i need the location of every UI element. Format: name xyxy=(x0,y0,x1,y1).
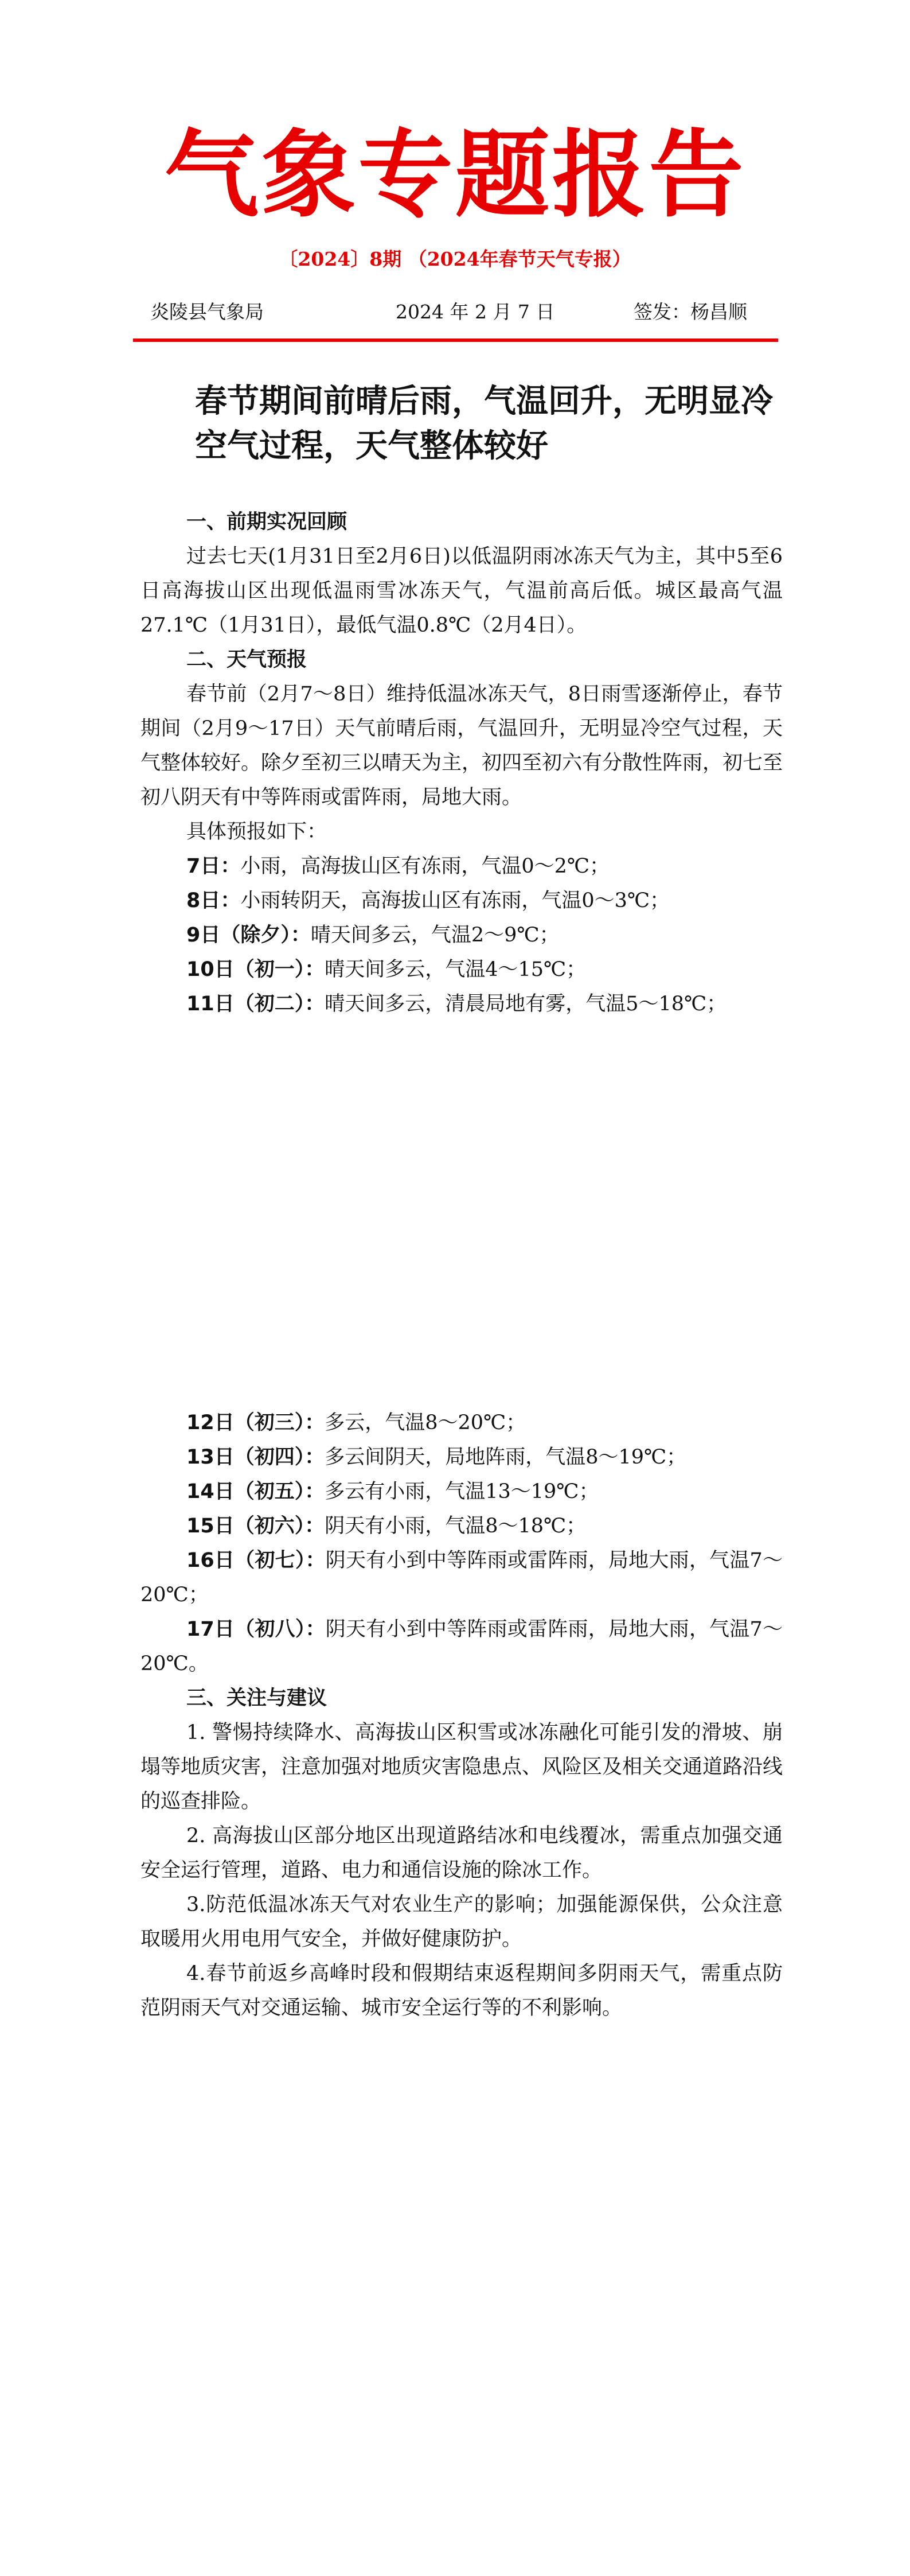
forecast-day-label: 17日（初八）： xyxy=(186,1618,326,1641)
signer: 签发：杨昌顺 xyxy=(634,301,747,323)
section1-body: 过去七天(1月31日至2月6日)以低温阴雨冰冻天气为主，其中5至6日高海拔山区出现低温雨雪冰冻天气，气温前高后低。城区最高气温27.1℃（1月31日），最低气温0.8℃（2月4日）。 xyxy=(140,545,783,637)
forecast-day-label: 14日（初五）： xyxy=(186,1480,325,1503)
forecast-day-text: 晴天间多云，气温4～15℃； xyxy=(325,958,587,981)
issuer: 炎陵县气象局 xyxy=(150,301,264,323)
forecast-day-text: 晴天间多云，气温2～9℃； xyxy=(310,924,560,947)
recommendation-item: 2. 高海拔山区部分地区出现道路结冰和电线覆冰，需重点加强交通安全运行管理，道路、电力和通信设施的除冰工作。 xyxy=(140,1824,783,1882)
report-body-part2 xyxy=(140,1406,783,2025)
forecast-day-text: 阴天有小雨，气温8～18℃； xyxy=(325,1515,587,1538)
forecast-day xyxy=(140,1543,783,1612)
recommendation-list xyxy=(140,1715,783,2025)
forecast-intro: 具体预报如下： xyxy=(186,820,327,843)
issue-line: 〔2024〕8期 （2024年春节天气专报） xyxy=(279,248,631,270)
forecast-day-text: 小雨转阴天，高海拔山区有冻雨，气温0～3℃； xyxy=(240,889,670,912)
forecast-day-text: 多云间阴天，局地阵雨，气温8～19℃； xyxy=(325,1446,687,1469)
report-headline: 春节期间前晴后雨，气温回升，无明显冷空气过程，天气整体较好 xyxy=(195,382,773,465)
forecast-day-text: 多云有小雨，气温13～19℃； xyxy=(325,1480,599,1503)
forecast-day-label: 13日（初四）： xyxy=(186,1446,325,1469)
forecast-day-label: 10日（初一）： xyxy=(186,958,325,981)
daily-forecast-list-part2 xyxy=(140,1406,783,1681)
forecast-day-text: 小雨，高海拔山区有冻雨，气温0～2℃； xyxy=(240,855,610,878)
forecast-day-label: 11日（初二）： xyxy=(186,993,325,1015)
forecast-day-label: 16日（初七）： xyxy=(186,1549,326,1572)
forecast-day xyxy=(140,918,783,952)
recommendation-item: 3.防范低温冰冻天气对农业生产的影响；加强能源保供，公众注意取暖用火用电用气安全，并做好健康防护。 xyxy=(140,1893,783,1951)
daily-forecast-list-part1 xyxy=(140,849,783,1021)
forecast-day xyxy=(140,1612,783,1681)
forecast-day-label: 7日： xyxy=(186,855,241,878)
forecast-day xyxy=(140,1509,783,1543)
forecast-day xyxy=(140,849,783,884)
section1-heading: 一、前期实况回顾 xyxy=(186,511,347,534)
section2-body: 春节前（2月7～8日）维持低温冰冻天气，8日雨雪逐渐停止，春节期间（2月9～17日）天气前晴后雨，气温回升，无明显冷空气过程，天气整体较好。除夕至初三以晴天为主，初四至初六有分散性阵雨，初七至初八阴天有中等阵雨或雷阵雨，局地大雨。 xyxy=(140,683,783,809)
forecast-day-label: 9日（除夕）： xyxy=(186,924,311,947)
forecast-day xyxy=(140,1406,783,1440)
forecast-day xyxy=(140,884,783,918)
forecast-day-text: 阴天有小到中等阵雨或雷阵雨，局地大雨，气温7～20℃。 xyxy=(140,1618,783,1675)
forecast-day-label: 12日（初三）： xyxy=(186,1411,325,1434)
forecast-day xyxy=(140,987,783,1021)
forecast-day-text: 多云，气温8～20℃； xyxy=(325,1411,526,1434)
forecast-day-label: 15日（初六）： xyxy=(186,1515,325,1538)
forecast-day-label: 8日： xyxy=(186,889,241,912)
forecast-day xyxy=(140,952,783,987)
recommendation-item: 1. 警惕持续降水、高海拔山区积雪或冰冻融化可能引发的滑坡、崩塌等地质灾害，注意加强对地质灾害隐患点、风险区及相关交通道路沿线的巡查排险。 xyxy=(140,1721,783,1813)
section2-heading: 二、天气预报 xyxy=(186,648,307,671)
report-body-part1 xyxy=(140,505,783,1021)
forecast-day-text: 阴天有小到中等阵雨或雷阵雨，局地大雨，气温7～20℃； xyxy=(140,1549,783,1606)
recommendation-item: 4.春节前返乡高峰时段和假期结束返程期间多阴雨天气，需重点防范阴雨天气对交通运输、城市安全运行等的不利影响。 xyxy=(140,1962,783,2019)
forecast-day xyxy=(140,1440,783,1474)
forecast-day xyxy=(140,1474,783,1509)
forecast-day-text: 晴天间多云，清晨局地有雾，气温5～18℃； xyxy=(325,993,727,1015)
issue-date: 2024 年 2 月 7 日 xyxy=(396,301,555,323)
section3-heading: 三、关注与建议 xyxy=(186,1687,327,1710)
report-masthead-title: 气象专题报告 xyxy=(164,120,746,230)
red-divider xyxy=(133,338,778,342)
